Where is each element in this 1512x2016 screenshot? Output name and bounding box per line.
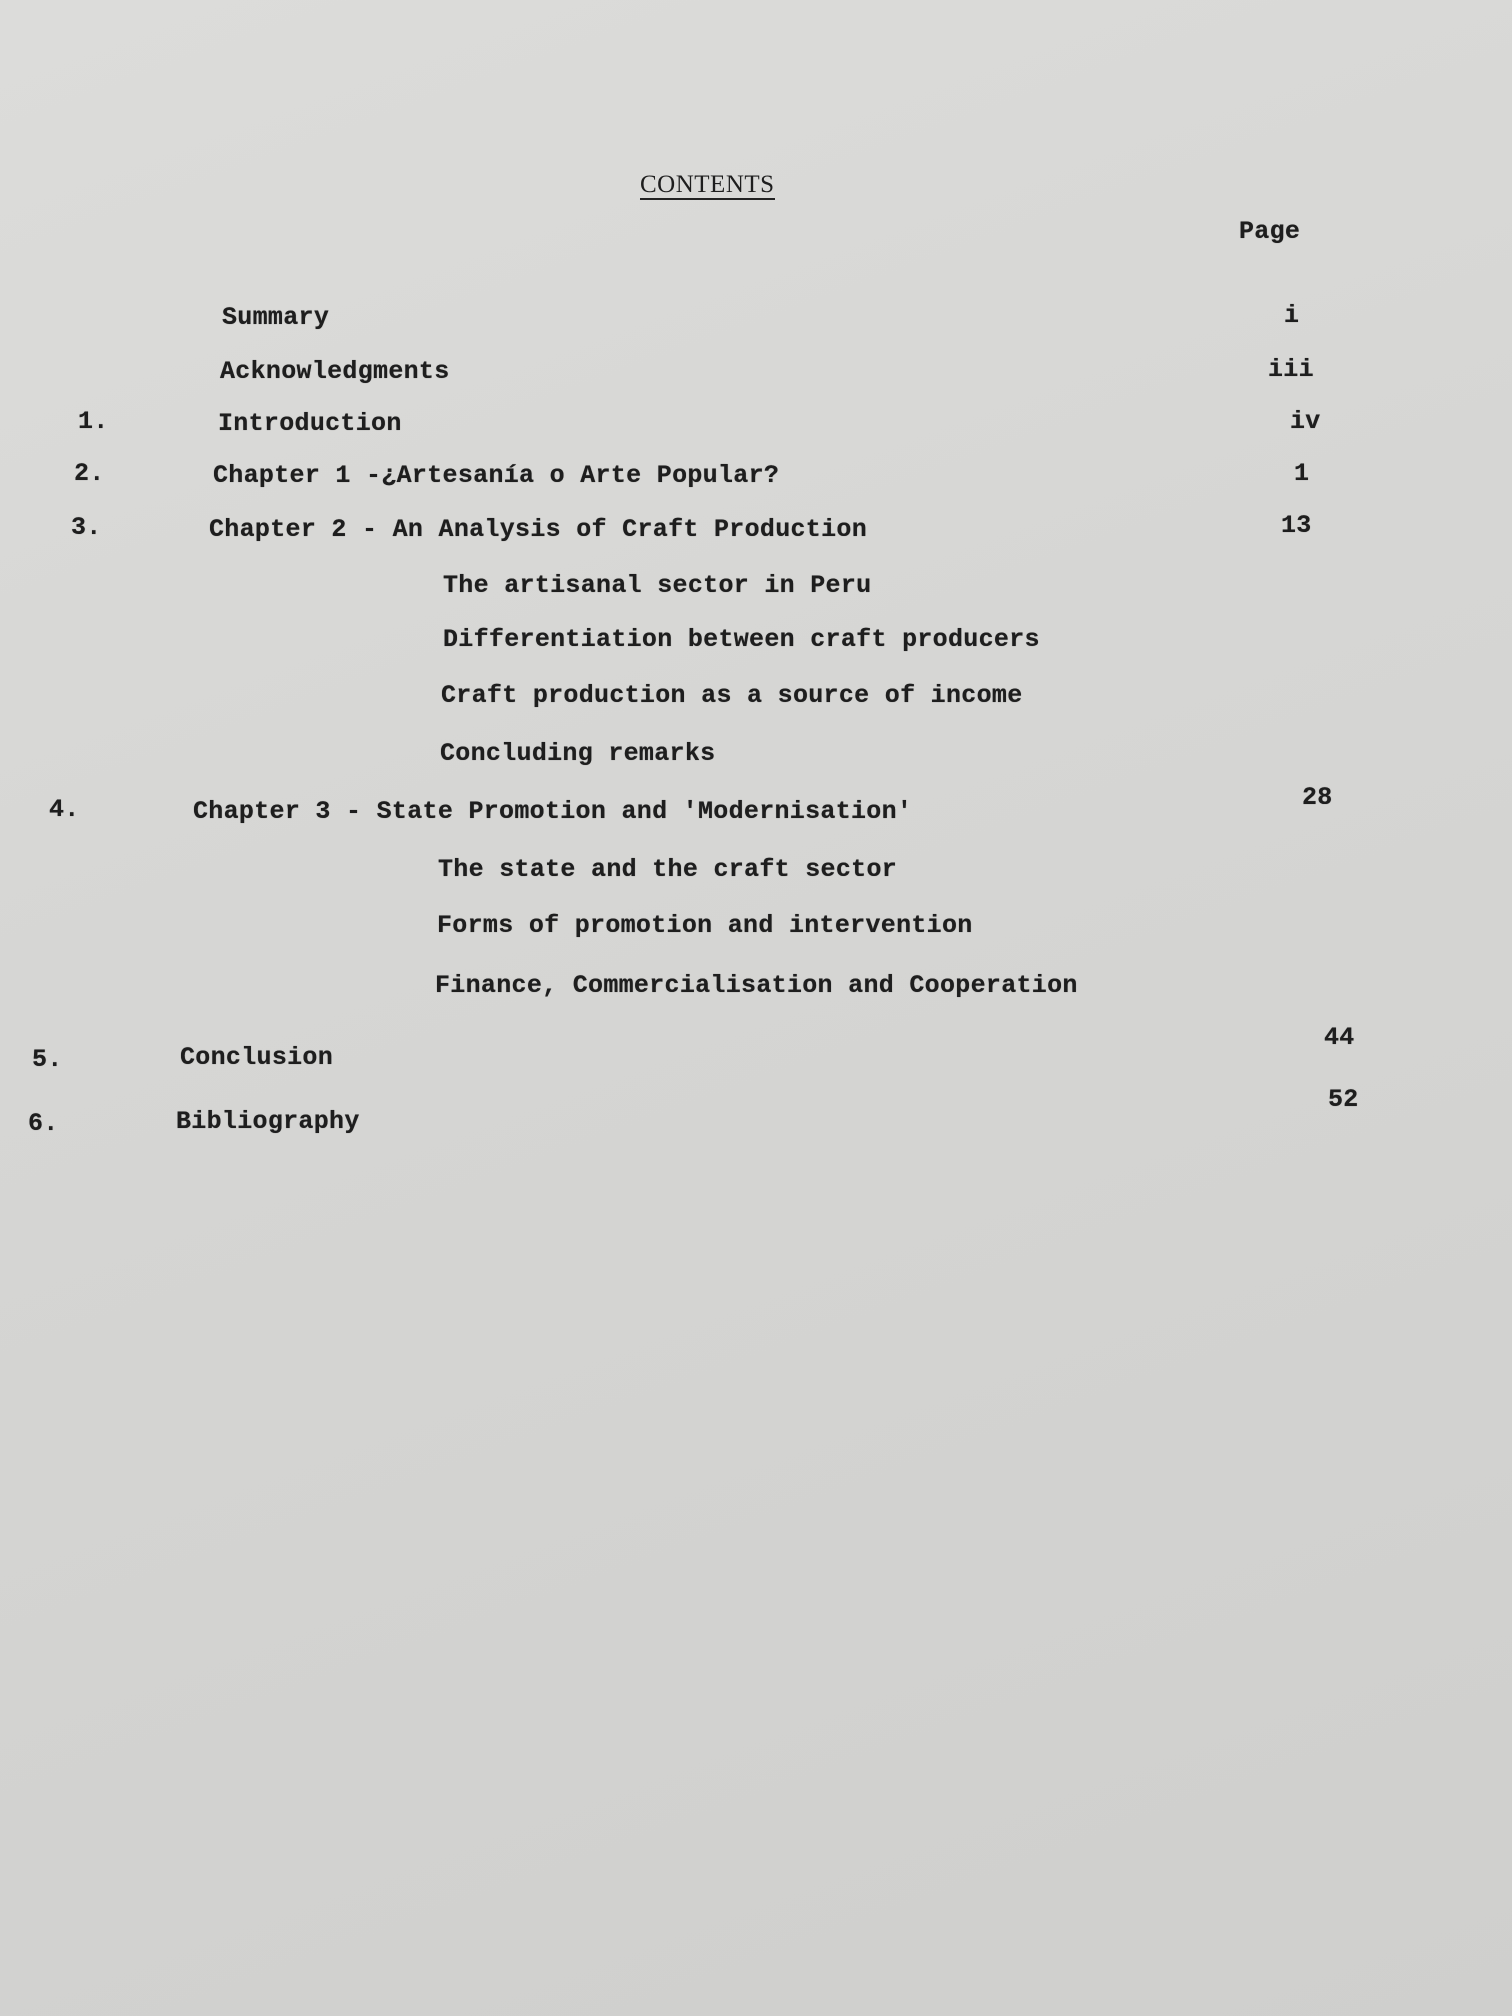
entry-label: Acknowledgments: [220, 357, 450, 386]
subsection: Concluding remarks: [440, 739, 716, 768]
entry-number: 3.: [71, 513, 102, 542]
subsection: The state and the craft sector: [438, 855, 898, 884]
entry-page: iv: [1290, 407, 1321, 436]
entry-page: i: [1284, 301, 1300, 330]
entry-number: 4.: [49, 795, 80, 824]
entry-label: Chapter 3 - State Promotion and 'Modernisation': [193, 797, 913, 826]
entry-page: 28: [1302, 783, 1333, 812]
entry-label: Chapter 2 - An Analysis of Craft Production: [209, 515, 868, 544]
entry-label: Summary: [222, 303, 330, 332]
contents-title: CONTENTS: [640, 171, 775, 198]
entry-page: iii: [1268, 355, 1314, 384]
entry-number: 1.: [78, 407, 109, 436]
entry-label: Introduction: [218, 409, 402, 438]
entry-number: 5.: [32, 1045, 63, 1074]
entry-number: 6.: [28, 1109, 59, 1138]
entry-page: 52: [1328, 1085, 1359, 1114]
subsection: Forms of promotion and intervention: [437, 911, 973, 940]
entry-page: 44: [1324, 1023, 1355, 1052]
entry-label: Conclusion: [180, 1043, 334, 1072]
entry-label: Chapter 1 -¿Artesanía o Arte Popular?: [213, 461, 780, 490]
entry-label: Bibliography: [176, 1107, 360, 1136]
subsection: Differentiation between craft producers: [443, 625, 1040, 654]
page-column-header: Page: [1239, 217, 1301, 246]
subsection: Finance, Commercialisation and Cooperation: [435, 971, 1078, 1000]
entry-page: 1: [1294, 459, 1310, 488]
entry-page: 13: [1281, 511, 1312, 540]
subsection: Craft production as a source of income: [441, 681, 1023, 710]
entry-number: 2.: [74, 459, 105, 488]
subsection: The artisanal sector in Peru: [443, 571, 872, 600]
